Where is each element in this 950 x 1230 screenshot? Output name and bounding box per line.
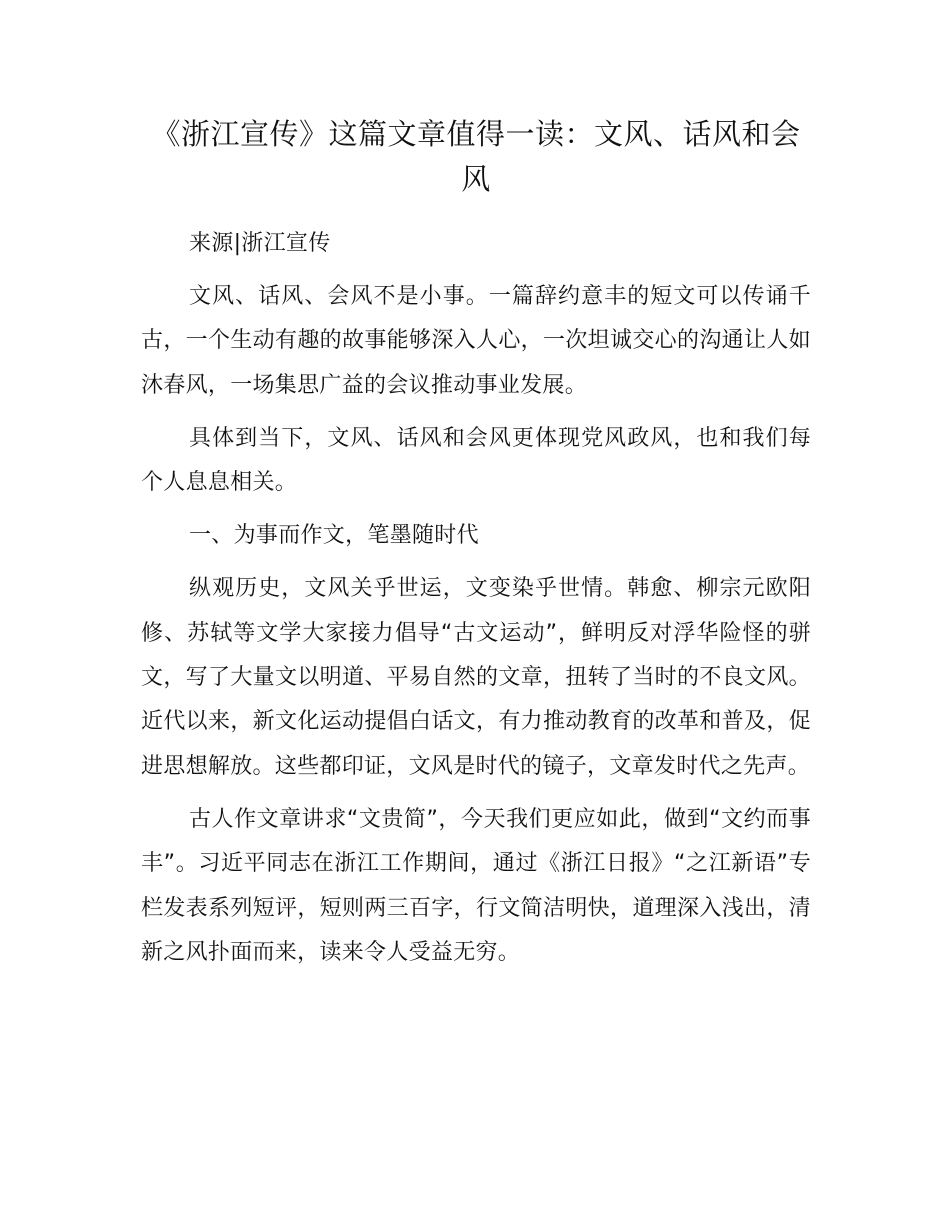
section-heading-1: 一、为事而作文，笔墨随时代 xyxy=(189,523,479,549)
paragraph-intro-2: 具体到当下，文风、话风和会风更体现党风政风，也和我们每个人息息相关。 xyxy=(141,425,811,496)
document-page xyxy=(141,112,811,975)
source-line: 来源|浙江宣传 xyxy=(189,231,331,256)
document-title: 《浙江宣传》这篇文章值得一读：文风、话风和会风 xyxy=(151,117,801,196)
section1-paragraph-1: 纵观历史，文风关乎世运，文变染乎世情。韩愈、柳宗元欧阳修、苏轼等文学大家接力倡导“古文运动”，鲜明反对浮华险怪的骈文，写了大量文以明道、平易自然的文章，扭转了当时的不良文风。近代以来，新文化运动提倡白话文，有力推动教育的改革和普及，促进思想解放。这些都印证，文风是时代的镜子，文章发时代之先声。 xyxy=(141,576,811,779)
paragraph-intro-1: 文风、话风、会风不是小事。一篇辞约意丰的短文可以传诵千古，一个生动有趣的故事能够深入人心，一次坦诚交心的沟通让人如沐春风，一场集思广益的会议推动事业发展。 xyxy=(141,284,811,398)
section1-paragraph-2: 古人作文章讲求“文贵简”，今天我们更应如此，做到“文约而事丰”。习近平同志在浙江工作期间，通过《浙江日报》“之江新语”专栏发表系列短评，短则两三百字，行文简洁明快，道理深入浅出，清新之风扑面而来，读来令人受益无穷。 xyxy=(141,806,811,965)
